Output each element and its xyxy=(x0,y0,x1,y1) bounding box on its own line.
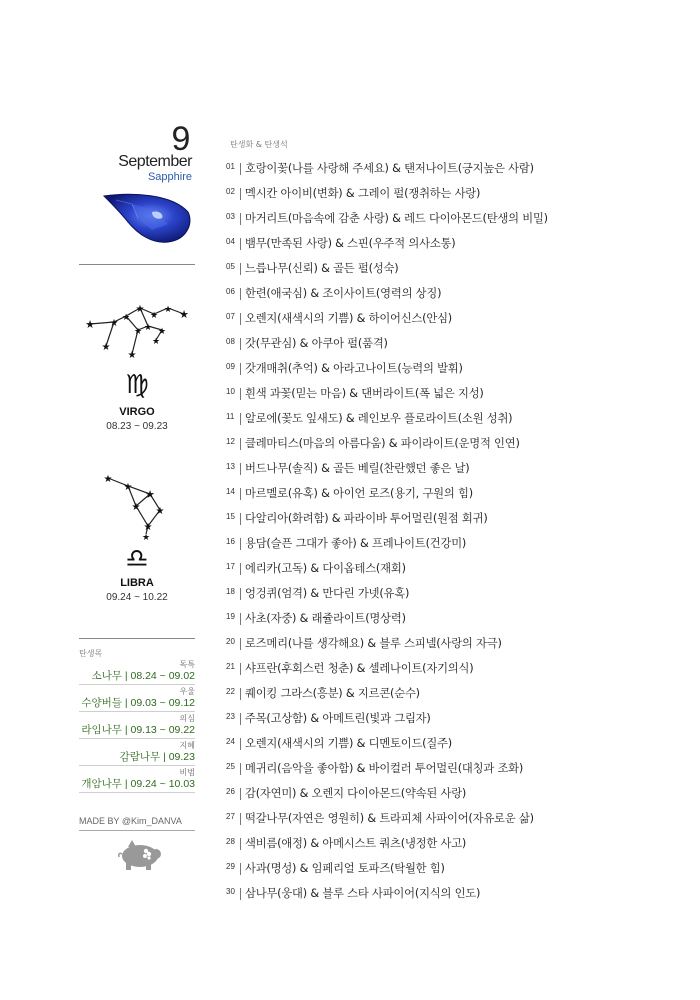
day-number: 17 xyxy=(226,562,235,571)
day-number: 05 xyxy=(226,262,235,271)
day-number: 11 xyxy=(226,412,235,421)
separator-bar xyxy=(240,413,241,425)
list-item xyxy=(226,310,676,335)
list-item xyxy=(226,285,676,310)
flower-stone-text: 감(자연미) & 오렌지 다이아몬드(약속된 사랑) xyxy=(245,787,467,800)
tree-row xyxy=(79,686,195,712)
tree-name-dates: 감람나무 | 09.23 xyxy=(119,751,195,763)
day-number: 07 xyxy=(226,312,235,321)
day-number: 09 xyxy=(226,362,235,371)
day-number: 06 xyxy=(226,287,235,296)
svg-text:★: ★ xyxy=(141,533,151,542)
list-item xyxy=(226,710,676,735)
month-name: September xyxy=(118,153,192,170)
list-item xyxy=(226,185,676,210)
svg-text:★: ★ xyxy=(143,323,153,333)
list-item xyxy=(226,435,676,460)
separator-bar xyxy=(240,263,241,275)
separator-bar xyxy=(240,663,241,675)
svg-text:★: ★ xyxy=(145,488,155,501)
separator-bar xyxy=(240,888,241,900)
list-item xyxy=(226,685,676,710)
day-number: 10 xyxy=(226,387,235,396)
flower-stone-text: 사과(명성) & 임페리얼 토파즈(탁월한 힘) xyxy=(245,862,445,875)
svg-text:★: ★ xyxy=(143,522,153,533)
list-item xyxy=(226,210,676,235)
flower-stone-text: 한련(애국심) & 조이사이트(영력의 상징) xyxy=(245,287,442,300)
day-number: 21 xyxy=(226,662,235,671)
separator-bar xyxy=(240,238,241,250)
flower-stone-text: 멕시칸 아이비(변화) & 그레이 펄(쟁취하는 사랑) xyxy=(245,187,481,200)
flower-stone-text: 흰색 과꽃(믿는 마음) & 댄버라이트(폭 넓은 지성) xyxy=(245,387,484,400)
flower-stone-text: 떡갈나무(자연은 영원히) & 트라피체 사파이어(자유로운 삶) xyxy=(245,812,534,825)
list-item xyxy=(226,235,676,260)
separator-bar xyxy=(240,463,241,475)
separator-bar xyxy=(240,838,241,850)
tree-name-dates: 개암나무 | 09.24 ~ 10.03 xyxy=(81,778,195,790)
flower-stone-text: 버드나무(솔직) & 골든 베릴(찬란했던 좋은 날) xyxy=(245,462,470,475)
svg-text:★: ★ xyxy=(103,474,113,485)
svg-text:★: ★ xyxy=(179,308,189,321)
svg-text:★: ★ xyxy=(149,311,159,321)
flower-stone-text: 마르멜로(유혹) & 아이언 로즈(용기, 구원의 힘) xyxy=(245,487,473,500)
day-number: 14 xyxy=(226,487,235,496)
tree-role: 비범 xyxy=(179,768,195,777)
separator-bar xyxy=(240,613,241,625)
day-number: 08 xyxy=(226,337,235,346)
flower-stone-text: 용담(슬픈 그대가 좋아) & 프레나이트(건강미) xyxy=(245,537,467,550)
flower-stone-text: 뱀무(만족된 사랑) & 스핀(우주적 의사소통) xyxy=(245,237,456,250)
tree-role: 독특 xyxy=(179,660,195,669)
libra-symbol-icon: ♎ xyxy=(125,544,149,574)
day-number: 23 xyxy=(226,712,235,721)
flower-stone-text: 오렌지(새색시의 기쁨) & 하이어신스(안심) xyxy=(245,312,453,325)
day-number: 20 xyxy=(226,637,235,646)
separator-bar xyxy=(240,363,241,375)
svg-text:★: ★ xyxy=(123,482,133,493)
tree-name-dates: 수양버들 | 09.03 ~ 09.12 xyxy=(81,697,195,709)
list-item xyxy=(226,410,676,435)
libra-name: LIBRA xyxy=(120,577,154,589)
divider xyxy=(79,638,195,639)
svg-text:★: ★ xyxy=(133,327,143,337)
flower-stone-text: 클레마티스(마음의 아름다움) & 파이라이트(운명적 인연) xyxy=(245,437,520,450)
svg-text:★: ★ xyxy=(109,318,119,329)
day-number: 03 xyxy=(226,212,235,221)
list-item xyxy=(226,735,676,760)
svg-text:★: ★ xyxy=(131,502,141,513)
day-number: 13 xyxy=(226,462,235,471)
day-number: 15 xyxy=(226,512,235,521)
separator-bar xyxy=(240,488,241,500)
day-number: 18 xyxy=(226,587,235,596)
flower-stone-text: 샤프란(후회스런 청춘) & 셀레나이트(자기의식) xyxy=(245,662,474,675)
list-item xyxy=(226,610,676,635)
tree-row xyxy=(79,767,195,793)
flower-stone-text: 로즈메리(나를 생각해요) & 블루 스피넬(사랑의 자극) xyxy=(245,637,502,650)
list-item xyxy=(226,860,676,885)
flower-stone-text: 갓개매취(추억) & 아라고나이트(능력의 발휘) xyxy=(245,362,463,375)
separator-bar xyxy=(240,438,241,450)
list-item xyxy=(226,885,676,910)
birthstone-name: Sapphire xyxy=(147,171,192,183)
day-number: 12 xyxy=(226,437,235,446)
day-number: 02 xyxy=(226,187,235,196)
day-number: 22 xyxy=(226,687,235,696)
tree-row xyxy=(79,713,195,739)
list-item xyxy=(226,760,676,785)
separator-bar xyxy=(240,188,241,200)
flower-stone-text: 오렌지(새색시의 기쁨) & 디멘토이드(질주) xyxy=(245,737,453,750)
list-item xyxy=(226,835,676,860)
list-header: 탄생화 & 탄생석 xyxy=(230,140,288,149)
day-number: 04 xyxy=(226,237,235,246)
libra-dates: 09.24 ~ 10.22 xyxy=(106,592,168,603)
list-item xyxy=(226,660,676,685)
divider xyxy=(79,264,195,265)
flower-stone-text: 퀘이킹 그라스(흥분) & 지르콘(순수) xyxy=(245,687,420,700)
separator-bar xyxy=(240,738,241,750)
list-item xyxy=(226,260,676,285)
separator-bar xyxy=(240,763,241,775)
tree-name-dates: 소나무 | 08.24 ~ 09.02 xyxy=(91,670,195,682)
tree-name-dates: 라임나무 | 09.13 ~ 09.22 xyxy=(81,724,195,736)
svg-text:★: ★ xyxy=(157,327,167,337)
flower-stone-text: 알로에(꽃도 잎새도) & 레인보우 플로라이트(소원 성취) xyxy=(245,412,513,425)
flower-stone-text: 삼나무(웅대) & 블루 스타 사파이어(지식의 인도) xyxy=(245,887,481,900)
flower-stone-text: 느릅나무(신뢰) & 골든 펄(성숙) xyxy=(245,262,399,275)
list-item xyxy=(226,785,676,810)
day-number: 29 xyxy=(226,862,235,871)
list-item xyxy=(226,585,676,610)
separator-bar xyxy=(240,563,241,575)
list-item xyxy=(226,160,676,185)
flower-stone-text: 사초(자중) & 래쥴라이트(명상력) xyxy=(245,612,406,625)
separator-bar xyxy=(240,213,241,225)
list-item xyxy=(226,460,676,485)
flower-stone-text: 에리카(고독) & 다이옵테스(재회) xyxy=(245,562,406,575)
separator-bar xyxy=(240,813,241,825)
tree-role: 우울 xyxy=(179,687,195,696)
libra-constellation-icon xyxy=(100,472,172,542)
list-item xyxy=(226,560,676,585)
separator-bar xyxy=(240,713,241,725)
flower-stone-text: 마거리트(마음속에 감춘 사랑) & 레드 다이아몬드(탄생의 비밀) xyxy=(245,212,548,225)
svg-text:★: ★ xyxy=(121,313,131,323)
separator-bar xyxy=(240,163,241,175)
list-item xyxy=(226,810,676,835)
day-number: 27 xyxy=(226,812,235,821)
flower-stone-text: 색비름(애정) & 아메시스트 쿼츠(냉정한 사고) xyxy=(245,837,467,850)
birth-tree-header: 탄생목 xyxy=(79,649,103,658)
list-item xyxy=(226,385,676,410)
svg-text:★: ★ xyxy=(155,506,165,517)
virgo-dates: 08.23 ~ 09.23 xyxy=(106,421,168,432)
svg-text:★: ★ xyxy=(101,342,111,353)
list-item xyxy=(226,510,676,535)
tree-row xyxy=(79,740,195,766)
virgo-constellation-icon xyxy=(84,300,190,362)
sapphire-gem-icon xyxy=(102,190,194,246)
credit-text: MADE BY @Kim_DANVA xyxy=(79,816,182,826)
day-number: 28 xyxy=(226,837,235,846)
tree-row xyxy=(79,659,195,685)
svg-text:★: ★ xyxy=(135,304,145,315)
separator-bar xyxy=(240,588,241,600)
flower-stone-text: 다알리아(화려함) & 파라이바 투어멀린(원점 회귀) xyxy=(245,512,488,525)
list-item xyxy=(226,360,676,385)
flower-stone-text: 엉겅퀴(엄격) & 만다린 가넷(유혹) xyxy=(245,587,410,600)
month-number: 9 xyxy=(171,120,191,158)
day-number: 01 xyxy=(226,162,235,171)
separator-bar xyxy=(240,638,241,650)
list-item xyxy=(226,535,676,560)
separator-bar xyxy=(240,863,241,875)
day-number: 25 xyxy=(226,762,235,771)
day-number: 24 xyxy=(226,737,235,746)
separator-bar xyxy=(240,388,241,400)
flower-stone-text: 주목(고상함) & 아메트린(빛과 그림자) xyxy=(245,712,431,725)
virgo-name: VIRGO xyxy=(119,406,155,418)
svg-text:★: ★ xyxy=(151,337,161,347)
flower-stone-text: 갓(무관심) & 아쿠아 펄(품격) xyxy=(245,337,388,350)
day-number: 26 xyxy=(226,787,235,796)
day-number: 19 xyxy=(226,612,235,621)
tree-role: 의심 xyxy=(179,714,195,723)
day-number: 30 xyxy=(226,887,235,896)
flower-stone-text: 호랑이꽃(나를 사랑해 주세요) & 탠저나이트(긍지높은 사람) xyxy=(245,162,534,175)
separator-bar xyxy=(240,288,241,300)
svg-text:★: ★ xyxy=(85,318,95,331)
flower-stone-text: 메귀리(음악을 좋아함) & 바이컬러 투어멀린(대칭과 조화) xyxy=(245,762,524,775)
virgo-symbol-icon: ♍ xyxy=(125,370,149,400)
svg-text:★: ★ xyxy=(163,305,173,315)
day-number: 16 xyxy=(226,537,235,546)
tree-role: 지혜 xyxy=(179,741,195,750)
pig-logo-icon xyxy=(116,838,164,872)
separator-bar xyxy=(240,338,241,350)
list-item xyxy=(226,485,676,510)
list-item xyxy=(226,635,676,660)
separator-bar xyxy=(240,538,241,550)
separator-bar xyxy=(240,313,241,325)
separator-bar xyxy=(240,513,241,525)
svg-text:★: ★ xyxy=(127,350,137,361)
separator-bar xyxy=(240,788,241,800)
divider xyxy=(79,830,195,831)
separator-bar xyxy=(240,688,241,700)
list-item xyxy=(226,335,676,360)
